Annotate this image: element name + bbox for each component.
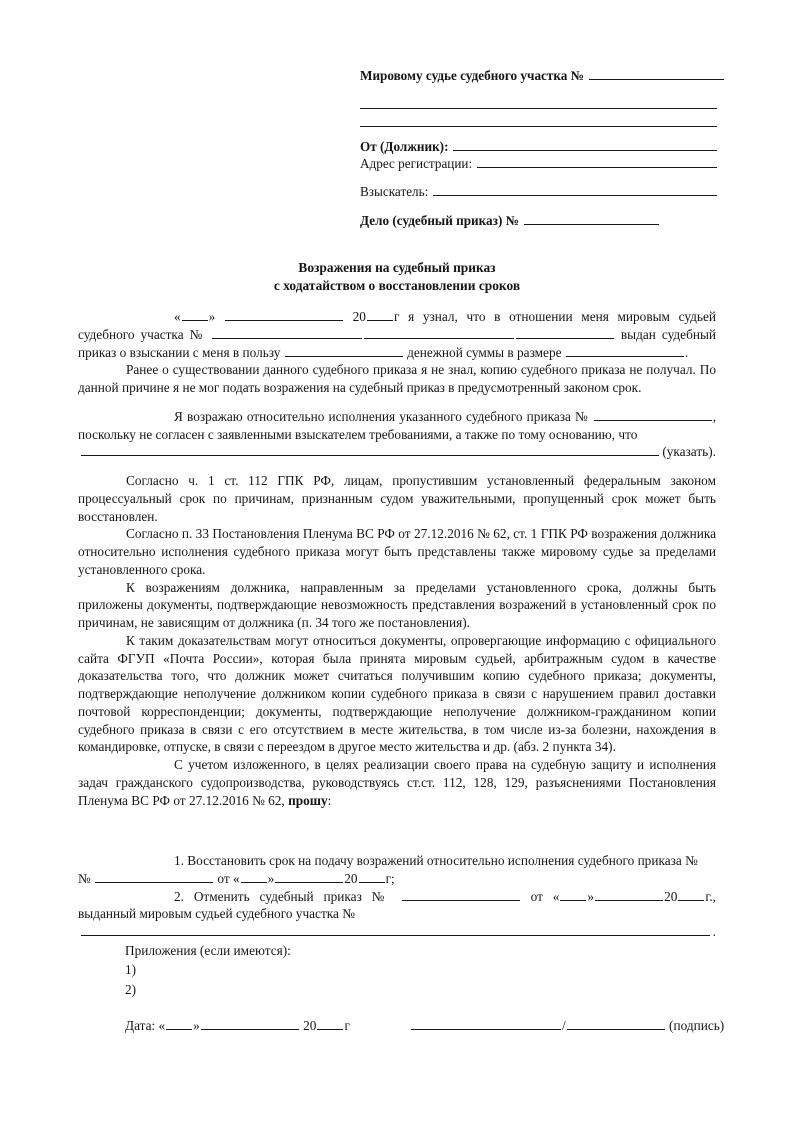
page-title-line-2: с ходатайством о восстановлении сроков: [273, 278, 521, 294]
addressee-judge-label: Мировому судье судебного участка №: [360, 68, 584, 84]
paragraph-request-intro: [78, 756, 716, 809]
objection-reason-blank[interactable]: [81, 444, 659, 456]
intro-district-blank-2[interactable]: [364, 327, 514, 339]
spacer: [360, 200, 717, 212]
signature-separator: /: [562, 1018, 566, 1034]
intro-amount-blank[interactable]: [566, 344, 684, 356]
request-1-year-prefix: 20: [344, 870, 358, 886]
claimant-row: [360, 184, 717, 198]
objection-reason-hint: (указать).: [662, 444, 716, 460]
intro-district-blank-3[interactable]: [516, 327, 614, 339]
date-label: Дата: «: [125, 1018, 166, 1034]
paragraph-evidence: К таким доказательствам могут относиться документы, опровергающие информацию с официального сайта ФГУП «Почта России», которая была принята мировым судьей, арбитражным судом в качестве доказательства того, что должник может считаться получившим копию судебного приказа; документы, подтверждающие неполучение должником копии судебного приказа в связи с нарушением правил доставки почтовой корреспонденции; документы, подтверждающие неполучение должником-гражданином копии судебного приказа в связи с его отсутствием в месте жительства, в том числе из-за болезни, нахождения в командировке, отпуске, в связи с переездом в другое место жительства и др. (абз. 2 пункта 34).: [78, 632, 716, 755]
intro-text-2: выдан судебный приказ о взыскании с меня в пользу: [78, 326, 716, 360]
paragraph-intro: [78, 308, 716, 361]
intro-district-blank[interactable]: [212, 327, 362, 339]
request-2-year-prefix: 20: [664, 888, 678, 904]
request-2-issued-by: г., выданный мировым судьей судебного участка №: [78, 888, 716, 922]
request-1-number-symbol: №: [78, 870, 91, 886]
request-1-text: 1. Восстановить срок на подачу возражений относительно исполнения судебного приказа №: [174, 853, 698, 868]
request-1-day-blank[interactable]: [241, 871, 267, 883]
request-1-quote-close: »: [267, 870, 275, 886]
debtor-label: От (Должник):: [360, 139, 449, 155]
registration-address-row: [360, 156, 717, 170]
request-item-1: [78, 852, 716, 870]
debtor-blank[interactable]: [453, 139, 717, 151]
signature-blank[interactable]: [567, 1018, 665, 1030]
request-intro-text: С учетом изложенного, в целях реализации своего права на судебную защиту и исполнения задач гражданского судопроизводства, руководствуясь ст.ст. 112, 128, 129, разъяснениями Постановления Пленума ВС РФ от 27.12.2016 № 62,: [78, 757, 716, 808]
request-2-date-prefix: от «: [530, 888, 560, 904]
paragraph-plenum-33: Согласно п. 33 Постановления Пленума ВС РФ от 27.12.2016 № 62, ст. 1 ГПК РФ возражения должника относительно исполнения судебного приказа могут быть представлены также мировому судье за пределами установленного срока.: [78, 526, 716, 577]
request-2-quote-close: »: [587, 888, 595, 904]
attachment-item-1[interactable]: 1): [125, 962, 137, 978]
debtor-row: [360, 139, 717, 153]
paragraph-law-112: Согласно ч. 1 ст. 112 ГПК РФ, лицам, пропустившим установленный федеральным законом процессуальный срок по причинам, признанным судом уважительными, пропущенный срок может быть восстановлен.: [78, 473, 716, 524]
attachment-item-2[interactable]: 2): [125, 981, 137, 997]
request-2-text: 2. Отменить судебный приказ №: [174, 888, 391, 904]
page-title: [78, 259, 716, 295]
requests-list: [78, 852, 716, 941]
attachments-label: Приложения (если имеются):: [125, 943, 291, 958]
intro-quote-open: «: [174, 309, 181, 324]
spacer: [360, 127, 717, 139]
request-2-day-blank[interactable]: [560, 888, 586, 900]
paragraph-plenum-34: К возражениям должника, направленным за пределами установленного срока, должны быть приложены документы, подтверждающие невозможность представления возражений в установленный срок по причинам, не зависящим от должника (п. 34 того же постановления).: [78, 579, 716, 630]
addressee-block: [360, 68, 717, 229]
request-2-district-blank[interactable]: [81, 924, 710, 936]
request-1-suffix: г;: [385, 870, 395, 886]
paragraph-objection: [78, 408, 716, 444]
objection-text-1: Я возражаю относительно исполнения указанного судебного приказа №: [174, 408, 589, 424]
request-intro-emphasis: прошу: [288, 792, 328, 808]
registration-address-blank[interactable]: [477, 156, 717, 168]
request-2-month-blank[interactable]: [595, 888, 663, 900]
addressee-judge-row: [360, 68, 717, 82]
intro-year-blank[interactable]: [367, 309, 393, 321]
intro-text-1: г я узнал, что в отношении меня мировым судьей судебного участка №: [78, 309, 716, 342]
date-year-prefix: 20: [303, 1018, 317, 1034]
case-number-label: Дело (судебный приказ) №: [360, 212, 519, 228]
objection-order-number-blank[interactable]: [594, 409, 712, 421]
objection-text-2: , поскольку не согласен с заявленными взыскателем требованиями, а также по тому основанию, что: [78, 408, 717, 442]
claimant-label: Взыскатель:: [360, 184, 429, 200]
registration-address-label: Адрес регистрации:: [360, 155, 473, 171]
request-1-date-prefix: от «: [217, 870, 240, 886]
intro-year-prefix: 20: [352, 309, 366, 324]
request-intro-colon: :: [327, 792, 332, 808]
request-2-district-row: [78, 923, 716, 941]
spacer: [360, 172, 717, 184]
signature-label: (подпись): [669, 1018, 725, 1034]
request-1-number-blank[interactable]: [95, 871, 213, 883]
date-field: [125, 1018, 350, 1034]
spacer: [360, 84, 717, 91]
attachments-block: [125, 941, 291, 999]
date-day-blank[interactable]: [166, 1018, 192, 1030]
page-title-line-1: Возражения на судебный приказ: [298, 260, 496, 275]
addressee-blank-line-1[interactable]: [360, 91, 717, 109]
request-2-number-blank[interactable]: [402, 888, 520, 900]
intro-month-blank[interactable]: [225, 309, 343, 321]
intro-quote-close: »: [208, 309, 216, 324]
intro-creditor-blank[interactable]: [285, 344, 403, 356]
date-suffix: г: [344, 1018, 350, 1034]
date-month-blank[interactable]: [201, 1018, 299, 1030]
case-number-row: [360, 212, 717, 226]
request-1-month-blank[interactable]: [275, 871, 343, 883]
document-body: [78, 308, 716, 809]
signature-field: [410, 1018, 724, 1034]
signature-name-blank[interactable]: [411, 1018, 561, 1030]
request-item-1-cont: [78, 870, 716, 888]
request-2-period: .: [712, 924, 716, 939]
intro-day-blank[interactable]: [182, 309, 208, 321]
intro-period: .: [684, 344, 689, 360]
objection-reason-row: [78, 443, 716, 461]
date-quote-close: »: [193, 1018, 200, 1034]
request-item-2: [78, 888, 716, 924]
case-number-blank[interactable]: [524, 212, 659, 224]
request-1-year-blank[interactable]: [359, 871, 385, 883]
claimant-blank[interactable]: [433, 184, 717, 196]
paragraph-not-received: Ранее о существовании данного судебного приказа я не знал, копию судебного приказа не получал. По данной причине я не мог подать возражения на судебный приказ в предусмотренный законом срок.: [78, 362, 716, 395]
addressee-blank-line-2[interactable]: [360, 109, 717, 127]
request-2-year-blank[interactable]: [678, 888, 704, 900]
date-year-blank[interactable]: [317, 1018, 343, 1030]
intro-text-3: денежной суммы в размере: [407, 344, 562, 360]
addressee-judge-blank[interactable]: [589, 68, 724, 80]
